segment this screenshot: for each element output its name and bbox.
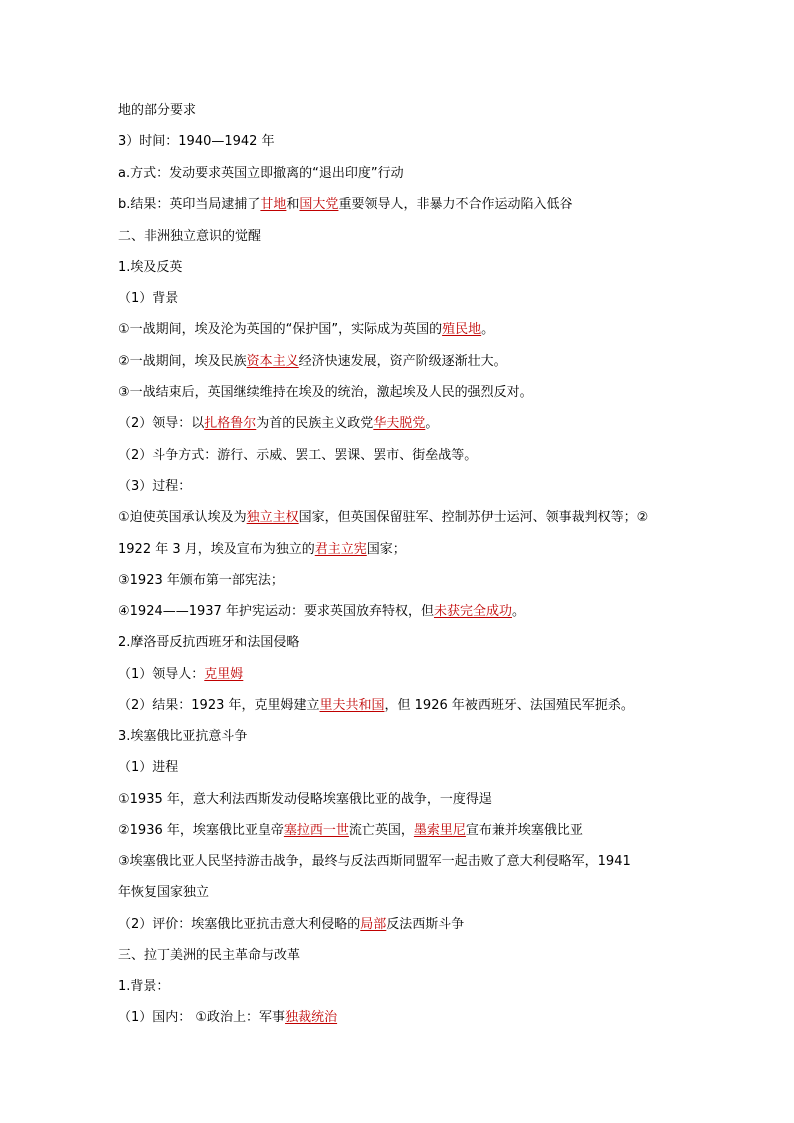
answer-fill: 克里姆 xyxy=(204,667,244,682)
text-segment: 1.埃及反英 xyxy=(118,260,183,275)
text-segment: ③埃塞俄比亚人民坚持游击战争，最终与反法西斯同盟军一起击败了意大利侵略军，1941 xyxy=(118,854,631,869)
text-segment: ③一战结束后，英国继续维持在埃及的统治，激起埃及人民的强烈反对。 xyxy=(118,385,533,400)
text-segment: b.结果：英印当局逮捕了 xyxy=(118,197,261,212)
text-line xyxy=(118,572,284,590)
text-segment: （2）评价：埃塞俄比亚抗击意大利侵略的 xyxy=(118,917,361,932)
text-line xyxy=(118,102,196,120)
text-segment: 1.背景： xyxy=(118,979,170,994)
text-segment: （2）领导：以 xyxy=(118,416,205,431)
text-line xyxy=(118,353,507,371)
text-segment: 国家，但英国保留驻军、控制苏伊士运河、领事裁判权等；② xyxy=(298,510,649,525)
text-segment: 3.埃塞俄比亚抗意斗争 xyxy=(118,729,248,744)
text-segment: 二、非洲独立意识的觉醒 xyxy=(118,229,262,244)
text-segment: 3）时间：1940—1942 年 xyxy=(118,134,275,149)
text-line xyxy=(118,384,533,402)
text-segment: （1）国内： ①政治上：军事 xyxy=(118,1010,286,1025)
text-segment: 经济快速发展，资产阶级逐渐壮大。 xyxy=(298,354,507,369)
answer-fill: 甘地 xyxy=(260,197,287,212)
text-segment: ①迫使英国承认埃及为 xyxy=(118,510,247,525)
text-line xyxy=(118,447,477,465)
text-segment: 。 xyxy=(481,322,495,337)
text-segment: （1）进程 xyxy=(118,760,179,775)
text-segment: （3）过程： xyxy=(118,479,192,494)
answer-fill: 独立主权 xyxy=(246,510,299,525)
text-line xyxy=(118,509,648,527)
answer-fill: 资本主义 xyxy=(246,354,299,369)
answer-fill: 国大党 xyxy=(299,197,339,212)
text-segment: 为首的民族主义政党 xyxy=(256,416,374,431)
text-segment: 1922 年 3 月，埃及宣布为独立的 xyxy=(118,542,315,557)
text-line xyxy=(118,697,634,715)
text-segment: 流亡英国， xyxy=(348,823,414,838)
text-segment: ②1936 年，埃塞俄比亚皇帝 xyxy=(118,823,284,838)
text-segment: 2.摩洛哥反抗西班牙和法国侵略 xyxy=(118,635,300,650)
text-segment: 。 xyxy=(425,416,439,431)
text-segment: ②一战期间，埃及民族 xyxy=(118,354,247,369)
subsection-heading xyxy=(118,634,299,652)
text-line xyxy=(118,478,191,496)
text-segment: 和 xyxy=(286,197,300,212)
text-line xyxy=(118,791,492,809)
section-heading xyxy=(118,947,300,965)
text-segment: 年恢复国家独立 xyxy=(118,885,210,900)
text-line xyxy=(118,603,525,621)
answer-fill: 局部 xyxy=(360,917,387,932)
text-segment: 地的部分要求 xyxy=(118,103,197,118)
text-line xyxy=(118,916,464,934)
text-segment: ①一战期间，埃及沦为英国的“保护国”，实际成为英国的 xyxy=(118,322,443,337)
text-segment: ，但 1926 年被西班牙、法国殖民军扼杀。 xyxy=(384,698,634,713)
text-segment: 三、拉丁美洲的民主革命与改革 xyxy=(118,948,301,963)
text-segment: （1）背景 xyxy=(118,291,179,306)
text-line xyxy=(118,415,438,433)
answer-fill: 塞拉西一世 xyxy=(283,823,349,838)
text-segment: ③1923 年颁布第一部宪法； xyxy=(118,573,284,588)
text-segment: ④1924——1937 年护宪运动：要求英国放弃特权，但 xyxy=(118,604,434,619)
text-line xyxy=(118,759,178,777)
text-line xyxy=(118,541,406,559)
subsection-heading xyxy=(118,728,247,746)
text-segment: ①1935 年，意大利法西斯发动侵略埃塞俄比亚的战争，一度得逞 xyxy=(118,792,492,807)
text-line xyxy=(118,133,275,151)
text-segment: 。 xyxy=(511,604,525,619)
answer-fill: 里夫共和国 xyxy=(319,698,385,713)
text-segment: 反法西斯斗争 xyxy=(386,917,465,932)
text-segment: 重要领导人，非暴力不合作运动陷入低谷 xyxy=(338,197,573,212)
text-segment: （1）领导人： xyxy=(118,667,205,682)
section-heading xyxy=(118,228,261,246)
subsection-heading xyxy=(118,259,182,277)
subsection-heading xyxy=(118,978,169,996)
text-line xyxy=(118,1009,337,1027)
answer-fill: 独裁统治 xyxy=(285,1010,338,1025)
text-segment: 宣布兼并埃塞俄比亚 xyxy=(465,823,583,838)
answer-fill: 墨索里尼 xyxy=(413,823,466,838)
text-line xyxy=(118,321,494,339)
text-segment: （2）结果：1923 年，克里姆建立 xyxy=(118,698,320,713)
answer-fill: 未获完全成功 xyxy=(433,604,512,619)
text-line xyxy=(118,853,631,871)
text-line xyxy=(118,165,404,183)
answer-fill: 君主立宪 xyxy=(314,542,367,557)
text-segment: 国家； xyxy=(366,542,406,557)
answer-fill: 华夫脱党 xyxy=(373,416,426,431)
text-line xyxy=(118,822,583,840)
answer-fill: 扎格鲁尔 xyxy=(204,416,257,431)
text-segment: a.方式：发动要求英国立即撤离的“退出印度”行动 xyxy=(118,166,404,181)
text-line xyxy=(118,666,243,684)
text-line xyxy=(118,196,572,214)
answer-fill: 殖民地 xyxy=(442,322,482,337)
text-line xyxy=(118,290,178,308)
text-segment: （2）斗争方式：游行、示威、罢工、罢课、罢市、街垒战等。 xyxy=(118,448,478,463)
text-line xyxy=(118,884,209,902)
